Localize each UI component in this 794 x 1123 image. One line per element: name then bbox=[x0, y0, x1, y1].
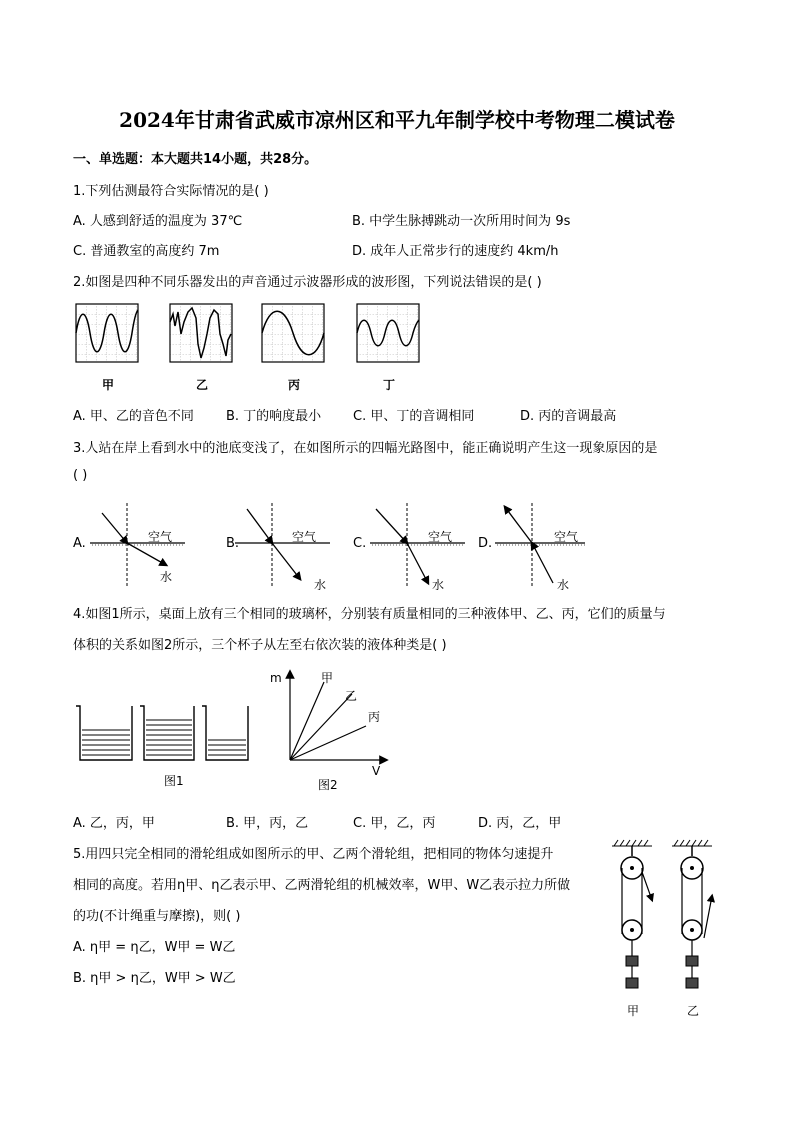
q3-option-a-label: A. bbox=[73, 536, 86, 551]
q4-stem-line2: 体积的关系如图2所示，三个杯子从左至右依次装的液体种类是( ) bbox=[73, 638, 447, 653]
waveform-ding bbox=[357, 304, 419, 362]
pulley-systems-figure bbox=[600, 838, 730, 1000]
glass-cup-right bbox=[202, 706, 248, 760]
q4-option-b: B. 甲，丙，乙 bbox=[226, 816, 309, 831]
graph-label-yi: 乙 bbox=[345, 689, 358, 703]
pulley-system-jia bbox=[621, 846, 652, 988]
axis-m-label: m bbox=[270, 671, 282, 685]
q5-option-a: A. η甲 = η乙，W甲 = W乙 bbox=[73, 940, 236, 955]
glass-cup-middle bbox=[140, 706, 194, 760]
light-path-c bbox=[370, 503, 465, 587]
graph-label-bing: 丙 bbox=[368, 710, 381, 724]
q1-option-c: C. 普通教室的高度约 7m bbox=[73, 244, 220, 259]
graph-label-jia: 甲 bbox=[321, 671, 334, 685]
waveform-yi bbox=[170, 304, 232, 362]
q4-fig1-caption: 图1 bbox=[164, 774, 184, 788]
q1-option-b: B. 中学生脉搏跳动一次所用时间为 9s bbox=[352, 214, 571, 229]
q4-option-a: A. 乙，丙，甲 bbox=[73, 816, 155, 831]
waveform-label-jia: 甲 bbox=[102, 378, 115, 392]
q5-option-b: B. η甲 > η乙，W甲 > W乙 bbox=[73, 971, 236, 986]
q2-option-d: D. 丙的音调最高 bbox=[520, 409, 617, 424]
page-title: 2024年甘肃省武威市凉州区和平九年制学校中考物理二模试卷 bbox=[119, 108, 675, 132]
q2-stem: 2.如图是四种不同乐器发出的声音通过示波器形成的波形图，下列说法错误的是( ) bbox=[73, 275, 542, 290]
q3-water-label-a: 水 bbox=[160, 570, 173, 584]
glass-cup-left bbox=[76, 706, 132, 760]
q3-air-label-b: 空气 bbox=[292, 530, 317, 544]
q4-stem-line1: 4.如图1所示，桌面上放有三个相同的玻璃杯，分别装有质量相同的三种液体甲、乙、丙，它们的质量与 bbox=[73, 607, 666, 622]
q3-air-label-c: 空气 bbox=[428, 530, 453, 544]
waveform-bing bbox=[262, 304, 324, 362]
q3-water-label-b: 水 bbox=[314, 578, 327, 592]
q1-option-a: A. 人感到舒适的温度为 37℃ bbox=[73, 214, 243, 229]
pulley-label-yi: 乙 bbox=[687, 1004, 700, 1018]
q3-stem-line1: 3.人站在岸上看到水中的池底变浅了，在如图所示的四幅光路图中，能正确说明产生这一现象原因的是 bbox=[73, 441, 658, 456]
pulley-label-jia: 甲 bbox=[627, 1004, 640, 1018]
waveform-label-ding: 丁 bbox=[383, 378, 396, 392]
q2-option-a: A. 甲、乙的音色不同 bbox=[73, 409, 194, 424]
line-jia bbox=[290, 682, 324, 760]
pulley-system-yi bbox=[681, 846, 712, 988]
q3-water-label-c: 水 bbox=[432, 578, 445, 592]
q3-stem-line2: ( ) bbox=[73, 468, 88, 483]
q3-option-c-label: C. bbox=[353, 536, 367, 551]
q2-option-c: C. 甲、丁的音调相同 bbox=[353, 409, 475, 424]
axis-v-label: V bbox=[372, 764, 381, 778]
q3-water-label-d: 水 bbox=[557, 578, 570, 592]
q3-air-label-a: 空气 bbox=[148, 530, 173, 544]
q1-stem: 1.下列估测最符合实际情况的是( ) bbox=[73, 184, 269, 199]
line-yi bbox=[290, 694, 352, 760]
q5-stem-line2: 相同的高度。若用η甲、η乙表示甲、乙两滑轮组的机械效率，W甲、W乙表示拉力所做 bbox=[73, 878, 571, 893]
waveform-figures bbox=[70, 300, 430, 370]
q2-option-b: B. 丁的响度最小 bbox=[226, 409, 322, 424]
q3-option-b-label: B. bbox=[226, 536, 240, 551]
glass-cups-figure bbox=[74, 700, 254, 766]
q3-option-d-label: D. bbox=[478, 536, 493, 551]
line-bing bbox=[290, 726, 366, 760]
light-path-b bbox=[235, 503, 330, 587]
q3-air-label-d: 空气 bbox=[554, 530, 579, 544]
q5-stem-line1: 5.用四只完全相同的滑轮组成如图所示的甲、乙两个滑轮组，把相同的物体匀速提升 bbox=[73, 847, 554, 862]
waveform-label-yi: 乙 bbox=[196, 378, 209, 392]
light-path-d bbox=[495, 503, 585, 587]
q4-fig2-caption: 图2 bbox=[318, 778, 338, 792]
q4-option-c: C. 甲，乙，丙 bbox=[353, 816, 436, 831]
q1-option-d: D. 成年人正常步行的速度约 4km/h bbox=[352, 244, 559, 259]
q5-stem-line3: 的功(不计绳重与摩擦)，则( ) bbox=[73, 909, 241, 924]
waveform-jia bbox=[76, 304, 138, 362]
section-heading: 一、单选题：本大题共14小题，共28分。 bbox=[73, 152, 318, 167]
q4-option-d: D. 丙，乙，甲 bbox=[478, 816, 562, 831]
waveform-label-bing: 丙 bbox=[288, 378, 301, 392]
